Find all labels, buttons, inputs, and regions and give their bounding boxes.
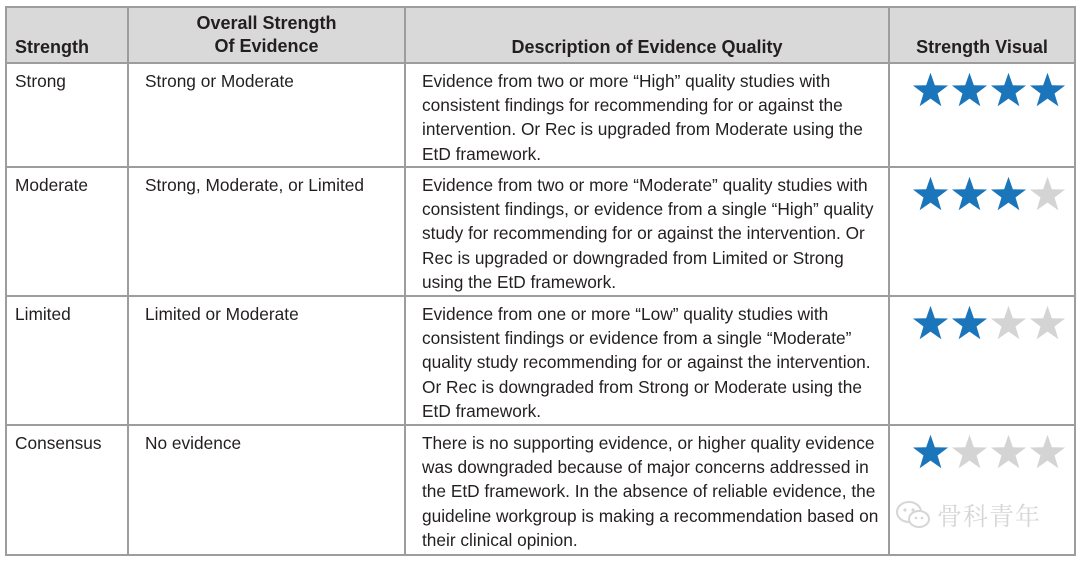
- star-filled-icon: [912, 72, 949, 109]
- row-strong-visual: [890, 64, 1074, 168]
- star-filled-icon: [990, 72, 1027, 109]
- evidence-strength-table: [5, 6, 1076, 556]
- row-consensus-visual: [890, 426, 1074, 554]
- star-filled-icon: [912, 305, 949, 342]
- header-strength: Strength: [7, 8, 129, 64]
- row-moderate-strength: Moderate: [7, 168, 129, 297]
- star-empty-icon: [951, 434, 988, 471]
- row-limited-visual: [890, 297, 1074, 426]
- row-strong-strength: Strong: [7, 64, 129, 168]
- star-filled-icon: [912, 176, 949, 213]
- star-rating: [898, 297, 1066, 342]
- row-strong-description: Evidence from two or more “High” quality studies with consistent findings for recommending for or against the intervention. Or Rec is upgraded from Moderate using the EtD framework.: [406, 64, 890, 168]
- row-moderate-description: Evidence from two or more “Moderate” quality studies with consistent findings, or evidence from a single “High” quality study for recommending for or against the intervention. Or Rec is upgraded or downgraded from Limited or Strong using the EtD framework.: [406, 168, 890, 297]
- star-rating: [898, 168, 1066, 213]
- star-filled-icon: [1029, 72, 1066, 109]
- row-moderate-visual: [890, 168, 1074, 297]
- star-filled-icon: [990, 176, 1027, 213]
- star-filled-icon: [912, 434, 949, 471]
- row-consensus-overall: No evidence: [129, 426, 406, 554]
- row-consensus-description: There is no supporting evidence, or higher quality evidence was downgraded because of major concerns addressed in the EtD framework. In the absence of reliable evidence, the guideline workgroup is making a recommendation based on their clinical opinion.: [406, 426, 890, 554]
- star-filled-icon: [951, 176, 988, 213]
- watermark: [895, 497, 1041, 533]
- row-consensus-strength: Consensus: [7, 426, 129, 554]
- row-limited-overall: Limited or Moderate: [129, 297, 406, 426]
- star-empty-icon: [1029, 305, 1066, 342]
- star-rating: [898, 426, 1066, 471]
- header-strength-visual: Strength Visual: [890, 8, 1074, 64]
- star-empty-icon: [990, 305, 1027, 342]
- star-empty-icon: [990, 434, 1027, 471]
- row-limited-description: Evidence from one or more “Low” quality studies with consistent findings or evidence from a single “Moderate” quality study recommending for or against the intervention. Or Rec is downgraded from Strong or Moderate using the EtD framework.: [406, 297, 890, 426]
- star-empty-icon: [1029, 434, 1066, 471]
- star-rating: [898, 64, 1066, 109]
- row-strong-overall: Strong or Moderate: [129, 64, 406, 168]
- star-filled-icon: [951, 72, 988, 109]
- watermark-text: 骨科青年: [937, 503, 1042, 531]
- star-filled-icon: [951, 305, 988, 342]
- row-moderate-overall: Strong, Moderate, or Limited: [129, 168, 406, 297]
- star-empty-icon: [1029, 176, 1066, 213]
- header-overall-strength: Overall Strength Of Evidence: [129, 8, 406, 64]
- row-limited-strength: Limited: [7, 297, 129, 426]
- header-description: Description of Evidence Quality: [406, 8, 890, 64]
- wechat-icon: [895, 500, 931, 530]
